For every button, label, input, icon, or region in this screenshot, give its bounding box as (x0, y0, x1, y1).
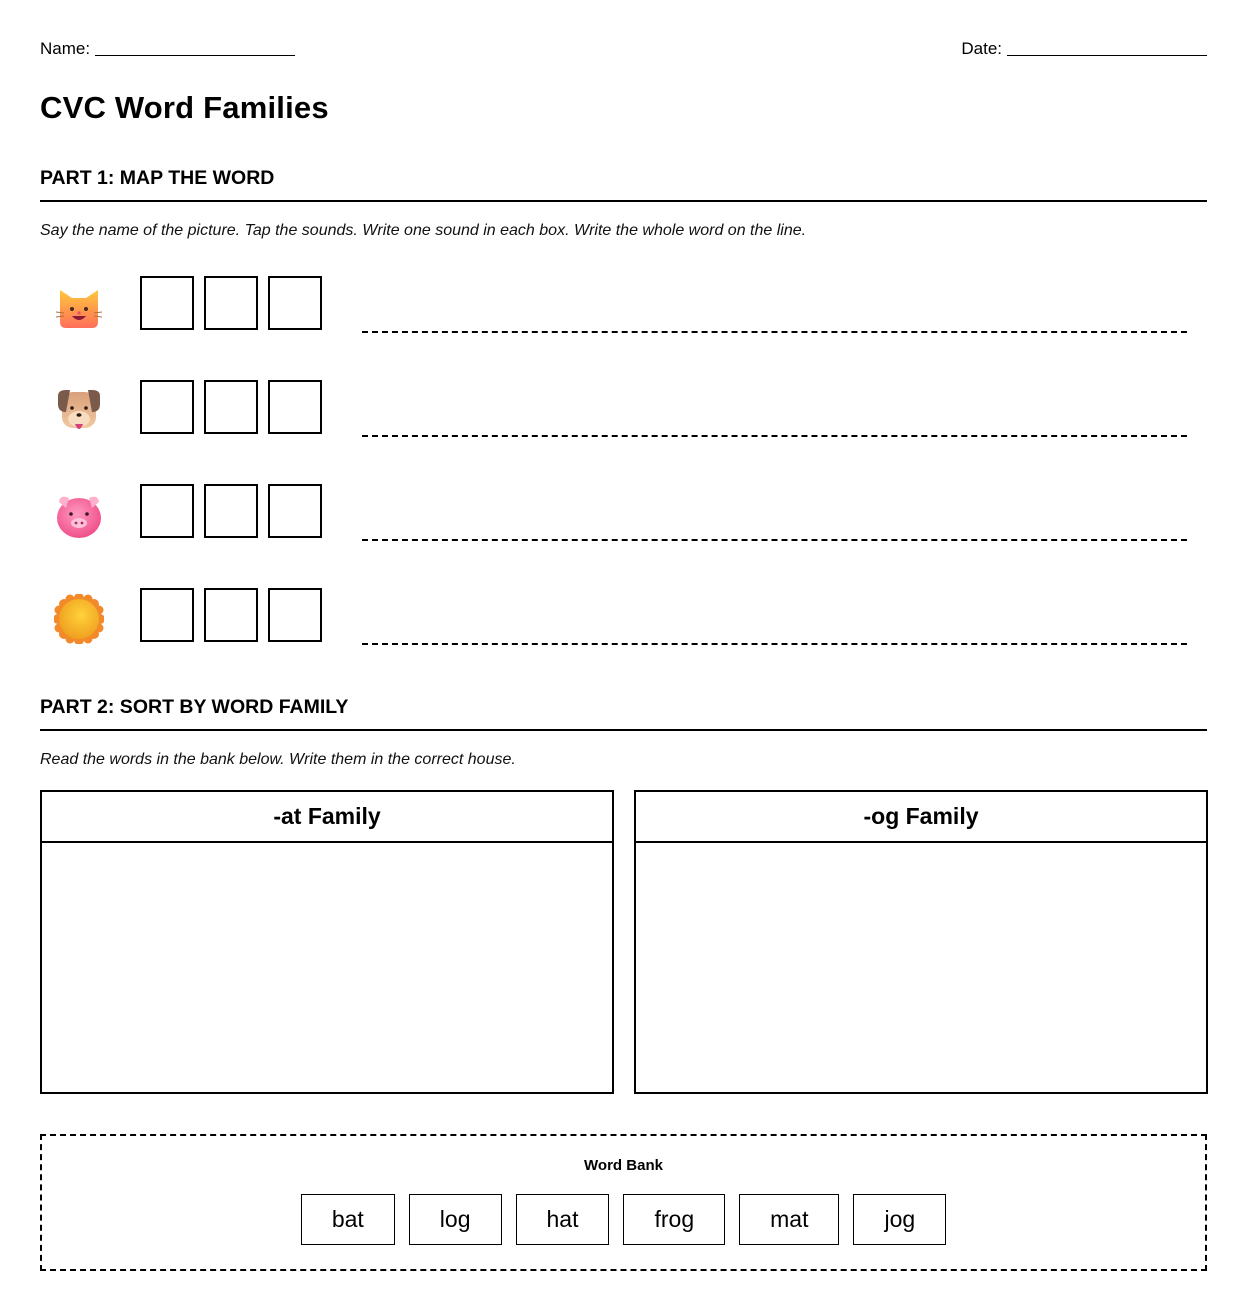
sun-icon (54, 594, 104, 644)
part2-heading: PART 2: SORT BY WORD FAMILY (40, 696, 1207, 731)
part1-heading: PART 1: MAP THE WORD (40, 167, 1207, 202)
header-row (40, 38, 1207, 62)
sound-box-1[interactable] (140, 380, 194, 434)
word-write-line[interactable] (362, 539, 1187, 541)
name-field (40, 38, 295, 60)
sound-box-2[interactable] (204, 588, 258, 642)
word-chip[interactable]: mat (739, 1194, 839, 1245)
page-title: CVC Word Families (40, 90, 329, 125)
word-chip[interactable]: jog (853, 1194, 946, 1245)
sound-box-1[interactable] (140, 276, 194, 330)
pig-face-icon (54, 490, 104, 540)
map-row-sun (40, 588, 1207, 652)
word-bank-chips (42, 1194, 1205, 1245)
word-bank-label: Word Bank (584, 1157, 663, 1174)
map-row-dog (40, 380, 1207, 444)
og-family-house (634, 790, 1208, 1094)
at-family-write-area[interactable] (42, 843, 612, 1092)
part2-instruction: Read the words in the bank below. Write them in the correct house. (40, 751, 516, 768)
dog-face-icon (54, 386, 104, 436)
word-chip[interactable]: hat (516, 1194, 610, 1245)
name-label: Name: (40, 39, 91, 58)
date-field (961, 38, 1207, 60)
word-write-line[interactable] (362, 643, 1187, 645)
og-family-write-area[interactable] (636, 843, 1206, 1092)
word-chip[interactable]: bat (301, 1194, 395, 1245)
word-bank (40, 1134, 1207, 1271)
og-family-title: -og Family (636, 792, 1206, 843)
word-write-line[interactable] (362, 331, 1187, 333)
word-chip[interactable]: log (409, 1194, 502, 1245)
word-write-line[interactable] (362, 435, 1187, 437)
word-chip[interactable]: frog (623, 1194, 725, 1245)
sound-box-1[interactable] (140, 484, 194, 538)
date-label: Date: (961, 39, 1002, 58)
at-family-house (40, 790, 614, 1094)
part1-instruction: Say the name of the picture. Tap the sounds. Write one sound in each box. Write the whole word on the line. (40, 222, 807, 239)
sound-box-2[interactable] (204, 380, 258, 434)
sound-box-3[interactable] (268, 588, 322, 642)
sound-box-2[interactable] (204, 484, 258, 538)
date-write-line[interactable] (1007, 42, 1207, 56)
sound-box-2[interactable] (204, 276, 258, 330)
map-row-cat (40, 276, 1207, 340)
map-row-pig (40, 484, 1207, 548)
sound-box-3[interactable] (268, 380, 322, 434)
sound-box-1[interactable] (140, 588, 194, 642)
cat-face-icon (54, 282, 104, 332)
name-write-line[interactable] (95, 42, 295, 56)
at-family-title: -at Family (42, 792, 612, 843)
sound-box-3[interactable] (268, 484, 322, 538)
sound-box-3[interactable] (268, 276, 322, 330)
